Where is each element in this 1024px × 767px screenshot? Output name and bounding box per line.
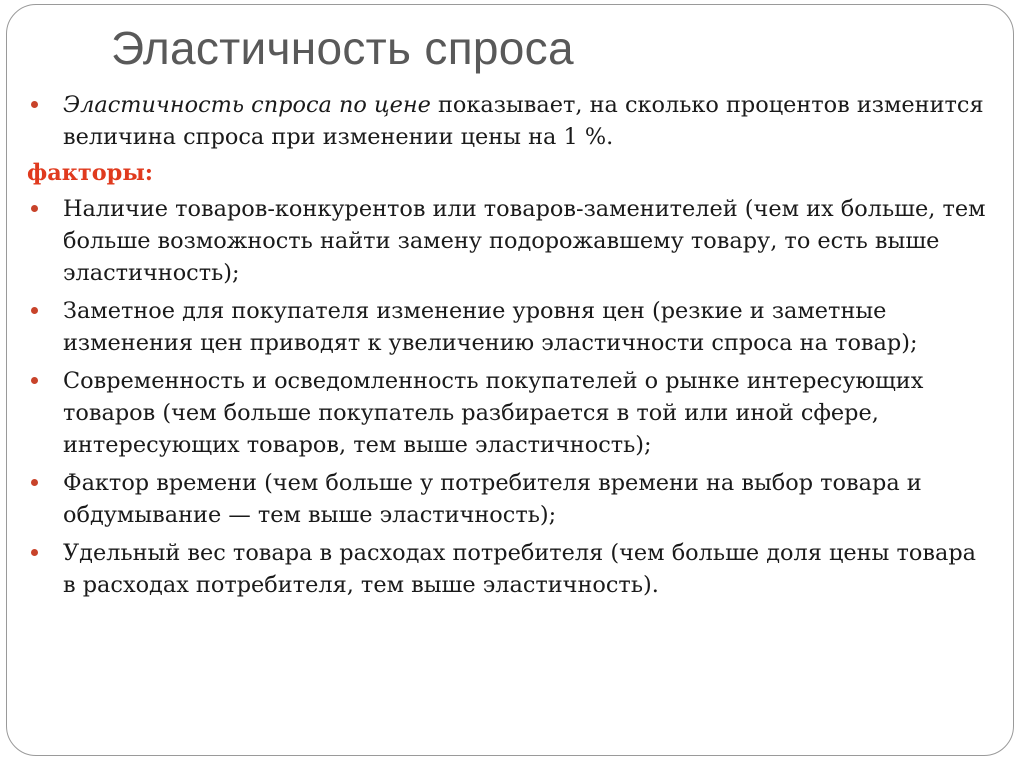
factor-text: Удельный вес товара в расходах потребителя (чем больше доля цены товара в расходах потребителя, тем выше эластичность). bbox=[63, 540, 976, 598]
factor-item bbox=[27, 295, 987, 359]
bullet-icon bbox=[31, 101, 38, 108]
factor-text: Современность и осведомленность покупателей о рынке интересующих товаров (чем больше покупатель разбирается в той или иной сфере, интересующих товаров, тем выше эластичность); bbox=[63, 368, 924, 458]
factor-item bbox=[27, 193, 987, 289]
factor-item bbox=[27, 365, 987, 461]
factors-heading: факторы: bbox=[27, 160, 154, 186]
factor-text: Фактор времени (чем больше у потребителя времени на выбор товара и обдумывание — тем выше эластичность); bbox=[63, 470, 922, 528]
definition-text: показывает, на сколько процентов изменится величина спроса при изменении цены на 1 %. bbox=[63, 92, 984, 150]
bullet-icon bbox=[31, 479, 38, 486]
bullet-icon bbox=[31, 549, 38, 556]
factor-item bbox=[27, 467, 987, 531]
factor-item bbox=[27, 537, 987, 601]
bullet-icon bbox=[31, 377, 38, 384]
slide-content bbox=[27, 89, 987, 607]
bullet-icon bbox=[31, 307, 38, 314]
definition-item bbox=[27, 89, 987, 153]
factor-text: Наличие товаров-конкурентов или товаров-заменителей (чем их больше, тем больше возможность найти замену подорожавшему товару, то есть выше эластичность); bbox=[63, 196, 986, 286]
slide bbox=[6, 4, 1014, 756]
factor-text: Заметное для покупателя изменение уровня цен (резкие и заметные изменения цен приводят к увеличению эластичности спроса на товар); bbox=[63, 298, 918, 356]
bullet-icon bbox=[31, 205, 38, 212]
slide-title: Эластичность спроса bbox=[111, 22, 574, 74]
definition-term: Эластичность спроса по цене bbox=[63, 92, 431, 118]
